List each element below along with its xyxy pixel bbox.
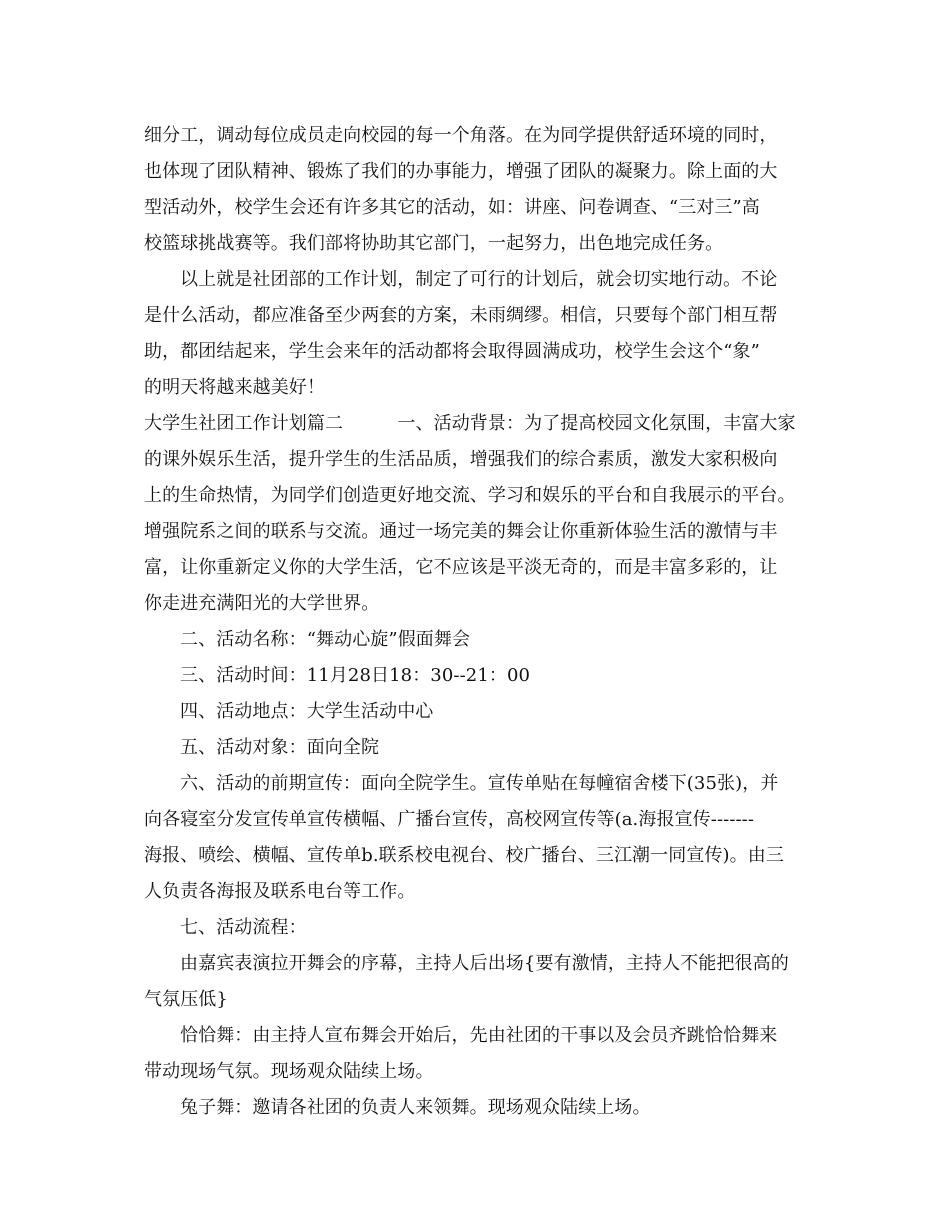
paragraph-line: 带动现场气氛。现场观众陆续上场。 [144,1061,434,1082]
activity-audience-line: 五、活动对象：面向全院 [180,737,380,758]
paragraph-line: 上的生命热情，为同学们创造更好地交流、学习和娱乐的平台和自我展示的平台。 [144,485,796,506]
paragraph-line: 增强院系之间的联系与交流。通过一场完美的舞会让你重新体验生活的激情与丰 [144,521,778,542]
paragraph-line: 六、活动的前期宣传：面向全院学生。宣传单贴在每幢宿舍楼下(35张)，并 [180,773,779,794]
paragraph-line: 你走进充满阳光的大学世界。 [144,593,380,614]
paragraph-line: 由嘉宾表演拉开舞会的序幕，主持人后出场{要有激情，主持人不能把很高的 [180,953,789,974]
paragraph-line: 气氛压低} [144,989,228,1010]
section-heading-line: 大学生社团工作计划篇二 一、活动背景：为了提高校园文化氛围，丰富大家 [144,413,796,434]
paragraph-line: 型活动外，校学生会还有许多其它的活动，如：讲座、问卷调查、“三对三”高 [144,197,760,218]
activity-time-line: 三、活动时间：11月28日18：30--21：00 [180,665,531,686]
paragraph-line: 助，都团结起来，学生会来年的活动都将会取得圆满成功，校学生会这个“象” [144,341,760,362]
activity-location-line: 四、活动地点：大学生活动中心 [180,701,434,722]
paragraph-line: 的课外娱乐生活，提升学生的生活品质，增强我们的综合素质，激发大家积极向 [144,449,778,470]
activity-process-heading: 七、活动流程： [180,917,307,938]
paragraph-line: 兔子舞：邀请各社团的负责人来领舞。现场观众陆续上场。 [180,1097,651,1118]
paragraph-line: 校篮球挑战赛等。我们部将协助其它部门，一起努力，出色地完成任务。 [144,233,724,254]
activity-name-line: 二、活动名称：“舞动心旋”假面舞会 [180,629,471,650]
paragraph-line: 是什么活动，都应准备至少两套的方案，未雨绸缪。相信，只要每个部门相互帮 [144,305,778,326]
paragraph-line: 细分工，调动每位成员走向校园的每一个角落。在为同学提供舒适环境的同时， [144,125,778,146]
paragraph-line: 恰恰舞：由主持人宣布舞会开始后，先由社团的干事以及会员齐跳恰恰舞来 [180,1025,778,1046]
paragraph-line: 人负责各海报及联系电台等工作。 [144,881,416,902]
paragraph-line: 向各寝室分发宣传单宣传横幅、广播台宣传，高校网宣传等(a.海报宣传------- [144,809,755,830]
paragraph-line: 以上就是社团部的工作计划，制定了可行的计划后，就会切实地行动。不论 [180,269,778,290]
paragraph-line: 海报、喷绘、横幅、宣传单b.联系校电视台、校广播台、三江潮一同宣传)。由三 [144,845,784,866]
paragraph-line: 也体现了团队精神、锻炼了我们的办事能力，增强了团队的凝聚力。除上面的大 [144,161,778,182]
paragraph-line: 富，让你重新定义你的大学生活，它不应该是平淡无奇的，而是丰富多彩的，让 [144,557,778,578]
paragraph-line: 的明天将越来越美好！ [144,377,325,398]
